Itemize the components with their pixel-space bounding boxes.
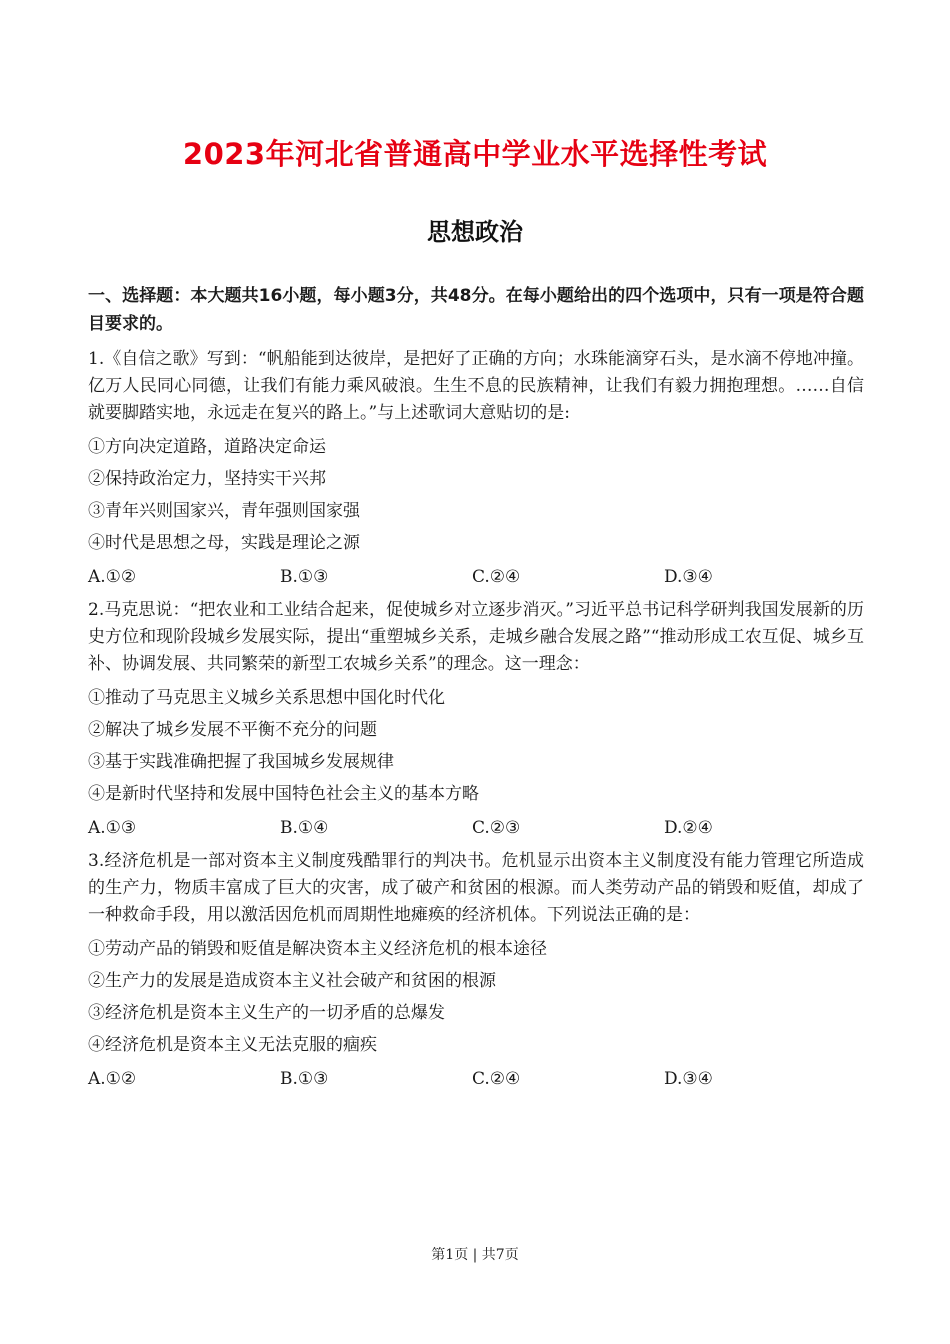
page-footer: 第1页 | 共7页 [431, 1247, 519, 1263]
question-1 [88, 346, 864, 589]
question-stem: 3.经济危机是一部对资本主义制度残酷罪行的判决书。危机显示出资本主义制度没有能力管理它所造成的生产力，物质丰富成了巨大的灾害，成了破产和贫困的根源。而人类劳动产品的销毁和贬值，却成了一种救命手段，用以激活因危机而周期性地瘫痪的经济机体。下列说法正确的是： [88, 851, 864, 925]
statement-option: ④是新时代坚持和发展中国特色社会主义的基本方略 [88, 784, 479, 804]
choice-c: C.②④ [472, 1069, 521, 1089]
statement-option: ④经济危机是资本主义无法克服的痼疾 [88, 1035, 377, 1055]
question-2 [88, 597, 864, 840]
section-heading: 一、选择题：本大题共16小题，每小题3分，共48分。在每小题给出的四个选项中，只有一项是符合题目要求的。 [88, 286, 864, 334]
statement-option: ②解决了城乡发展不平衡不充分的问题 [88, 720, 377, 740]
statement-option: ①推动了马克思主义城乡关系思想中国化时代化 [88, 688, 445, 708]
choice-c: C.②③ [472, 818, 521, 838]
statement-option: ④时代是思想之母，实践是理论之源 [88, 533, 360, 553]
choice-d: D.③④ [664, 567, 713, 587]
subject-title: 思想政治 [427, 218, 523, 246]
statement-option: ①劳动产品的销毁和贬值是解决资本主义经济危机的根本途径 [88, 939, 547, 959]
choice-d: D.③④ [664, 1069, 713, 1089]
choice-a: A.①② [88, 1069, 137, 1089]
choice-b: B.①③ [280, 1069, 329, 1089]
answer-choices [88, 1067, 864, 1091]
choice-d: D.②④ [664, 818, 713, 838]
exam-title: 2023年河北省普通高中学业水平选择性考试 [182, 137, 768, 171]
choice-c: C.②④ [472, 567, 521, 587]
statement-option: ②保持政治定力，坚持实干兴邦 [88, 469, 326, 489]
choice-a: A.①② [88, 567, 137, 587]
choice-b: B.①④ [280, 818, 329, 838]
exam-content [88, 282, 864, 1097]
answer-choices [88, 565, 864, 589]
choice-b: B.①③ [280, 567, 329, 587]
question-stem: 2.马克思说：“把农业和工业结合起来，促使城乡对立逐步消灭。”习近平总书记科学研判我国发展新的历史方位和现阶段城乡发展实际，提出“重塑城乡关系，走城乡融合发展之路”“推动形成工农互促、城乡互补、协调发展、共同繁荣的新型工农城乡关系”的理念。这一理念： [88, 600, 864, 674]
answer-choices [88, 816, 864, 840]
question-3 [88, 848, 864, 1091]
statement-option: ①方向决定道路，道路决定命运 [88, 437, 326, 457]
statement-option: ②生产力的发展是造成资本主义社会破产和贫困的根源 [88, 971, 496, 991]
question-stem: 1.《自信之歌》写到：“帆船能到达彼岸，是把好了正确的方向；水珠能滴穿石头，是水滴不停地冲撞。亿万人民同心同德，让我们有能力乘风破浪。生生不息的民族精神，让我们有毅力拥抱理想。……自信就要脚踏实地，永远走在复兴的路上。”与上述歌词大意贴切的是: [88, 349, 864, 423]
statement-option: ③青年兴则国家兴，青年强则国家强 [88, 501, 360, 521]
statement-option: ③经济危机是资本主义生产的一切矛盾的总爆发 [88, 1003, 445, 1023]
statement-option: ③基于实践准确把握了我国城乡发展规律 [88, 752, 394, 772]
choice-a: A.①③ [88, 818, 137, 838]
